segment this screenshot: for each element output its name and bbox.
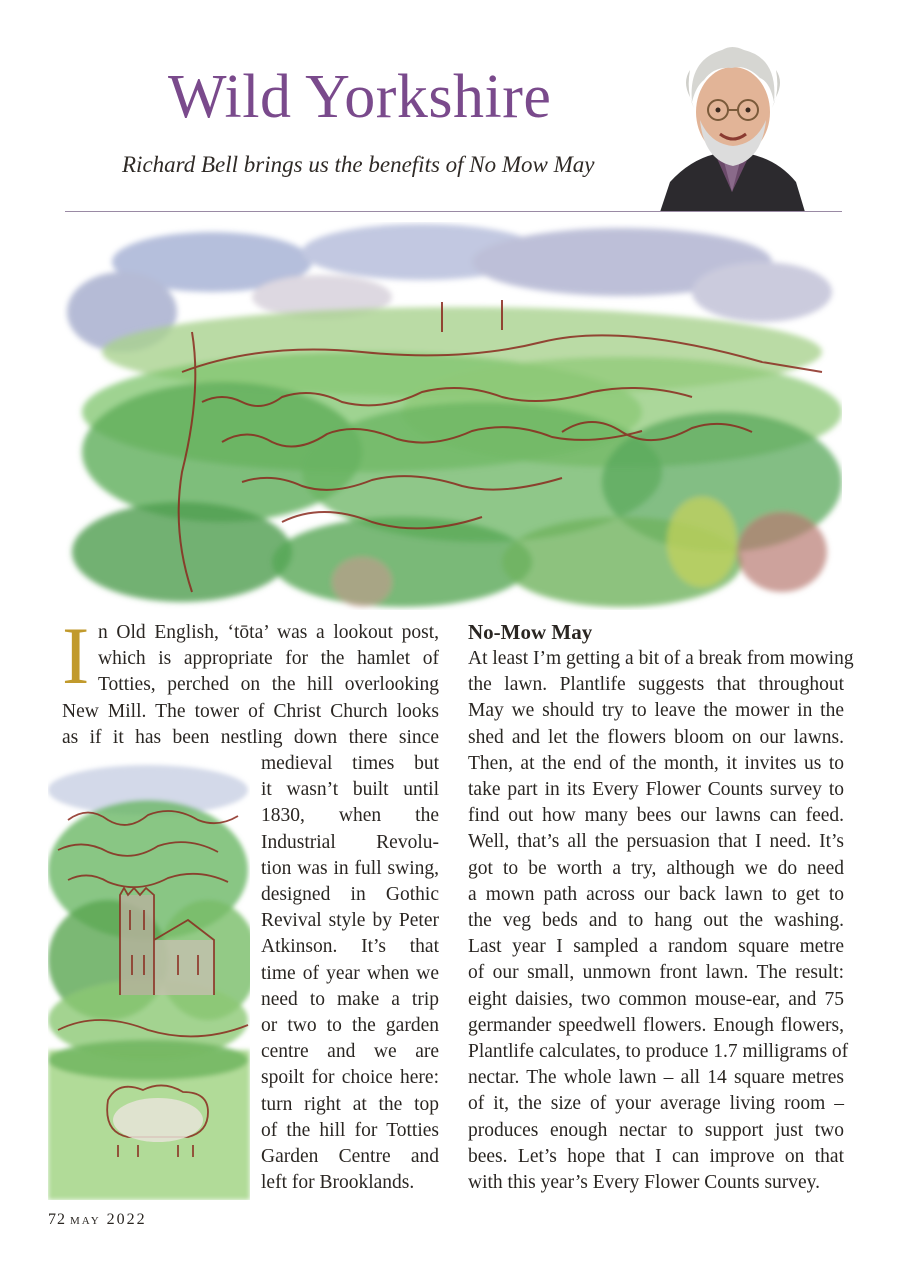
text-line: Atkinson. It’s that (261, 936, 439, 958)
text-line: eight daisies, two common mouse-ear, and 75 (468, 988, 844, 1010)
text-line: At least I’m getting a bit of a break from mowing (468, 648, 854, 669)
text-line: Industrial Revolu- (261, 831, 439, 853)
text-line: shed and let the flowers bloom on our lawns. (468, 726, 844, 748)
text-line: Well, that’s all the persuasion that I need. It’s (468, 831, 844, 853)
text-line: May we should try to leave the mower in the (468, 700, 844, 722)
drop-cap: I (62, 610, 90, 701)
text-line: which is appropriate for the hamlet of (98, 648, 439, 670)
intro-paragraph (62, 610, 439, 751)
text-line: germander speedwell flowers. Enough flowers, (468, 1014, 844, 1036)
no-mow-may-paragraph (468, 646, 854, 1196)
text-line: tion was in full swing, (261, 857, 439, 879)
text-line: or two to the garden (261, 1015, 439, 1037)
church-illustration (48, 760, 250, 1200)
article-subtitle: Richard Bell brings us the benefits of No Mow May (122, 152, 595, 177)
text-line: centre and we are (261, 1041, 439, 1063)
text-line: of it, the size of your average living room – (468, 1093, 844, 1115)
text-line: Then, at the end of the month, it invites us to (468, 752, 844, 774)
section-heading: No-Mow May (468, 620, 593, 644)
landscape-illustration (62, 222, 842, 610)
author-portrait (660, 42, 805, 212)
text-line: Garden Centre and (261, 1146, 439, 1168)
issue-date: may 2022 (70, 1211, 147, 1228)
text-line: the veg beds and to hang out the washing. (468, 910, 844, 932)
text-line: designed in Gothic (261, 884, 439, 906)
text-line: take part in its Every Flower Counts survey to (468, 779, 844, 801)
text-line: spoilt for choice here: (261, 1067, 439, 1089)
text-line: nectar. The whole lawn – all 14 square metres (468, 1067, 844, 1089)
text-line: turn right at the top (261, 1093, 439, 1115)
text-line: n Old English, ‘tōta’ was a lookout post, (98, 622, 439, 643)
text-line: find out how many bees our lawns can feed. (468, 805, 844, 827)
text-line: Last year I sampled a random square metre (468, 936, 844, 958)
text-line: it wasn’t built until (261, 779, 439, 801)
text-line: the lawn. Plantlife suggests that throughout (468, 674, 844, 696)
text-line: Revival style by Peter (261, 910, 439, 932)
text-line: bees. Let’s hope that I can improve on that (468, 1145, 844, 1167)
text-line: time of year when we (261, 962, 439, 984)
text-line: Totties, perched on the hill overlooking (98, 674, 439, 696)
text-line: with this year’s Every Flower Counts survey. (468, 1172, 821, 1194)
page-footer (48, 1211, 147, 1229)
text-line: produces enough nectar to support just two (468, 1119, 844, 1141)
text-line: as if it has been nestling down there since (62, 726, 439, 748)
narrow-paragraph (261, 751, 439, 1196)
text-line: of our small, unmown front lawn. The result: (468, 962, 844, 984)
text-line: left for Brooklands. (261, 1172, 415, 1194)
text-line: Plantlife calculates, to produce 1.7 milligrams of (468, 1041, 849, 1063)
text-line: a mown path across our back lawn to get to (468, 883, 844, 905)
text-line: New Mill. The tower of Christ Church looks (62, 700, 439, 722)
text-line: medieval times but (261, 753, 439, 774)
text-line: need to make a trip (261, 988, 439, 1010)
header-rule (65, 211, 842, 212)
page-title: Wild Yorkshire (168, 63, 552, 131)
page-number: 72 (48, 1211, 66, 1228)
text-line: got to be worth a try, although we do need (468, 857, 844, 879)
text-line: 1830, when the (261, 805, 439, 827)
text-line: of the hill for Totties (261, 1119, 439, 1141)
